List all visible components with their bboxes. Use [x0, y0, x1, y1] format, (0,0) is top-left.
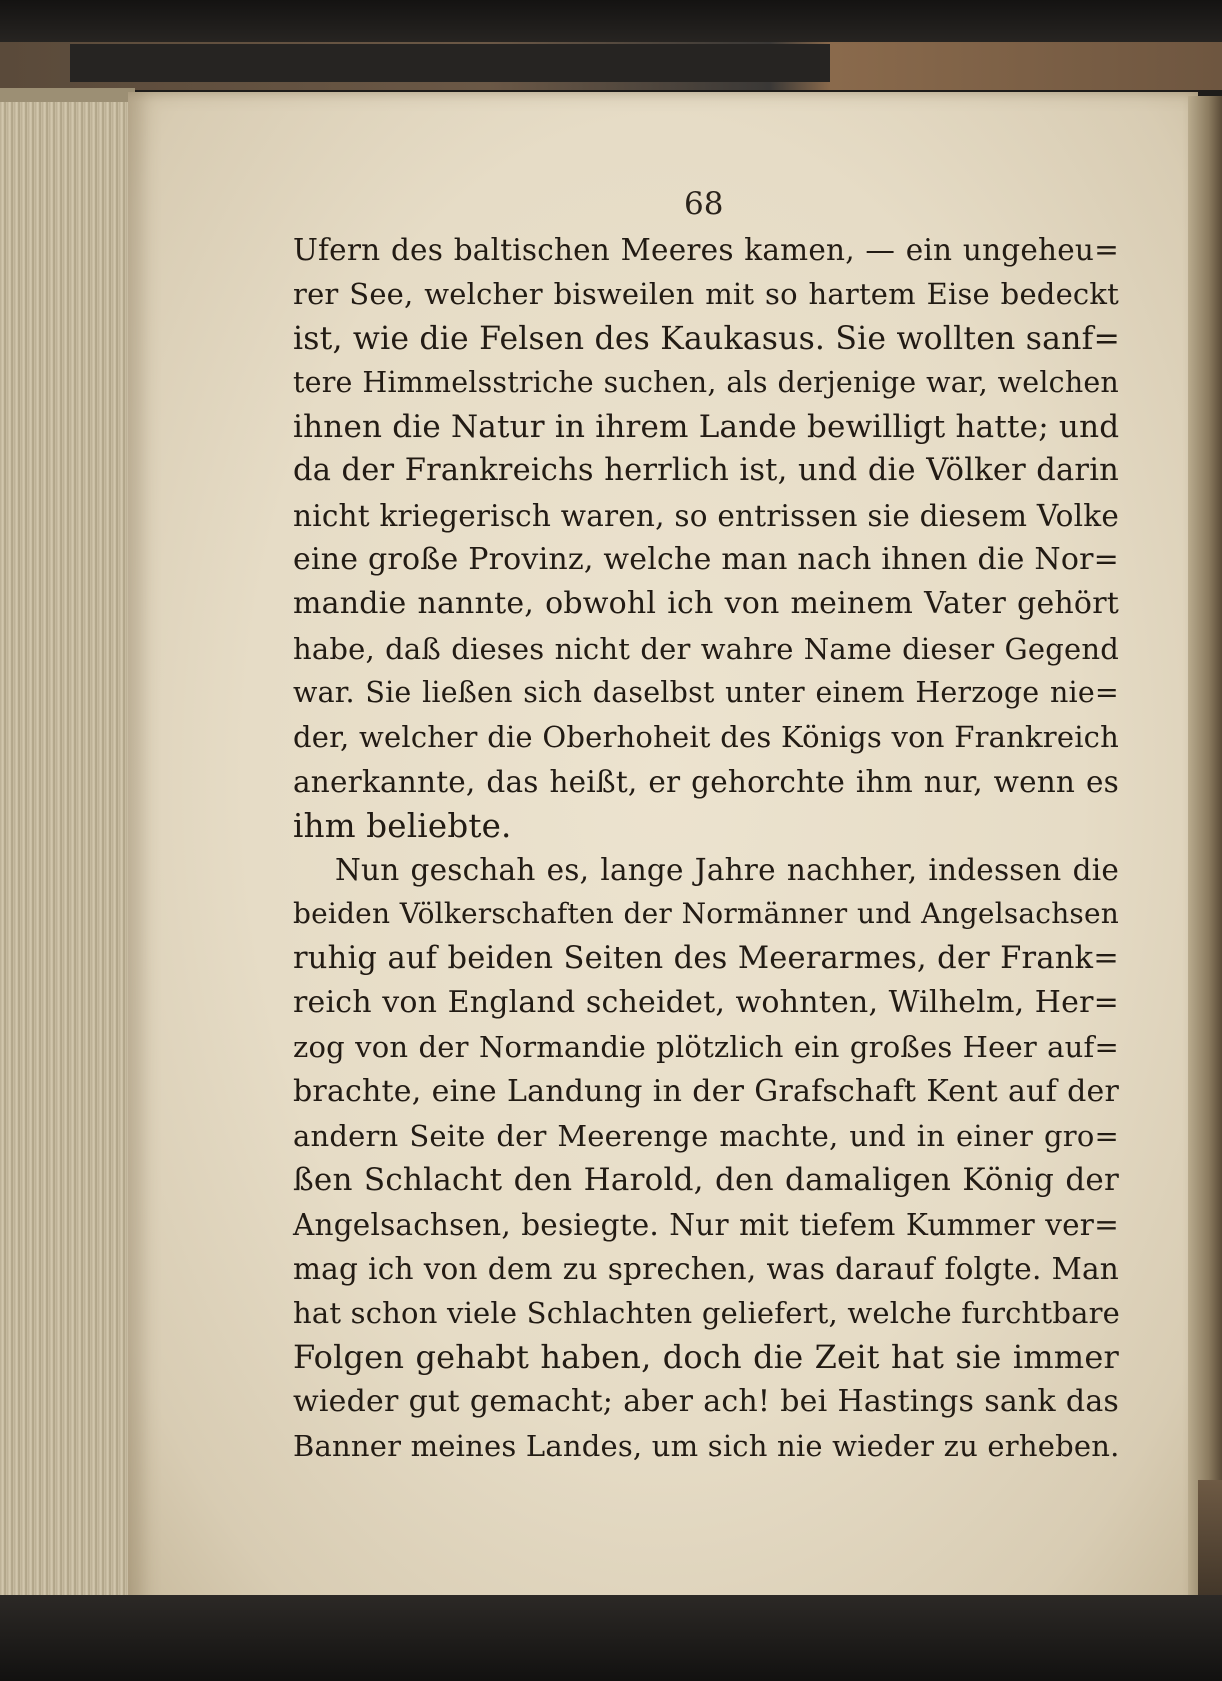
text-line: ihm beliebte.	[293, 806, 512, 845]
book-cover-bottom	[0, 1595, 1222, 1681]
text-line: eine große Provinz, welche man nach ihnen die Nor=	[293, 542, 1119, 578]
page-stack-top	[0, 88, 135, 102]
text-line: Angelsachsen, besiegte. Nur mit tiefem Kummer ver=	[293, 1207, 1119, 1242]
text-line: Ufern des baltischen Meeres kamen, — ein ungeheu=	[293, 233, 1119, 267]
text-line: mag ich von dem zu sprechen, was darauf folgte. Man	[293, 1251, 1119, 1286]
text-line: anerkannte, das heißt, er gehorchte ihm nur, wenn es	[293, 764, 1119, 799]
text-line: Folgen gehabt haben, doch die Zeit hat sie immer	[293, 1338, 1119, 1377]
text-block	[293, 228, 1119, 1468]
book-cover-dark-strip	[70, 44, 830, 82]
text-line: ihnen die Natur in ihrem Lande bewilligt hatte; und	[293, 409, 1120, 446]
text-line: ist, wie die Felsen des Kaukasus. Sie wollten sanf=	[293, 320, 1121, 357]
text-line: habe, daß dieses nicht der wahre Name dieser Gegend	[293, 631, 1119, 666]
text-line: Nun geschah es, lange Jahre nachher, indessen die	[335, 853, 1119, 888]
text-line: hat schon viele Schlachten geliefert, welche furchtbare	[293, 1296, 1121, 1331]
text-line: beiden Völkerschaften der Normänner und Angelsachsen	[293, 897, 1119, 931]
text-line: zog von der Normandie plötzlich ein großes Heer auf=	[293, 1030, 1119, 1065]
text-line: Banner meines Landes, um sich nie wieder zu erheben.	[293, 1429, 1120, 1464]
text-line: ßen Schlacht den Harold, den damaligen König der	[293, 1162, 1119, 1199]
text-line: mandie nannte, obwohl ich von meinem Vater gehört	[293, 586, 1119, 622]
text-line: war. Sie ließen sich daselbst unter einem Herzoge nie=	[293, 675, 1119, 709]
text-line: da der Frankreichs herrlich ist, und die Völker darin	[293, 453, 1119, 489]
text-line: reich von England scheidet, wohnten, Wilhelm, Her=	[293, 985, 1119, 1021]
text-line: brachte, eine Landung in der Grafschaft Kent auf der	[293, 1073, 1119, 1109]
page-number: 68	[684, 186, 724, 222]
text-line: rer See, welcher bisweilen mit so hartem Eise bedeckt	[293, 277, 1119, 312]
text-line: nicht kriegerisch waren, so entrissen sie diesem Volke	[293, 498, 1119, 533]
text-line: der, welcher die Oberhoheit des Königs von Frankreich	[293, 720, 1119, 755]
text-line: ruhig auf beiden Seiten des Meerarmes, der Frank=	[293, 940, 1119, 976]
page-stack-left	[0, 88, 135, 1613]
page-fore-edge	[1188, 96, 1222, 1611]
text-line: tere Himmelsstriche suchen, als derjenige war, welchen	[293, 365, 1119, 399]
text-line: andern Seite der Meerenge machte, und in einer gro=	[293, 1118, 1119, 1153]
fore-edge-shadow	[1198, 1480, 1222, 1610]
text-line: wieder gut gemacht; aber ach! bei Hastings sank das	[293, 1383, 1119, 1419]
